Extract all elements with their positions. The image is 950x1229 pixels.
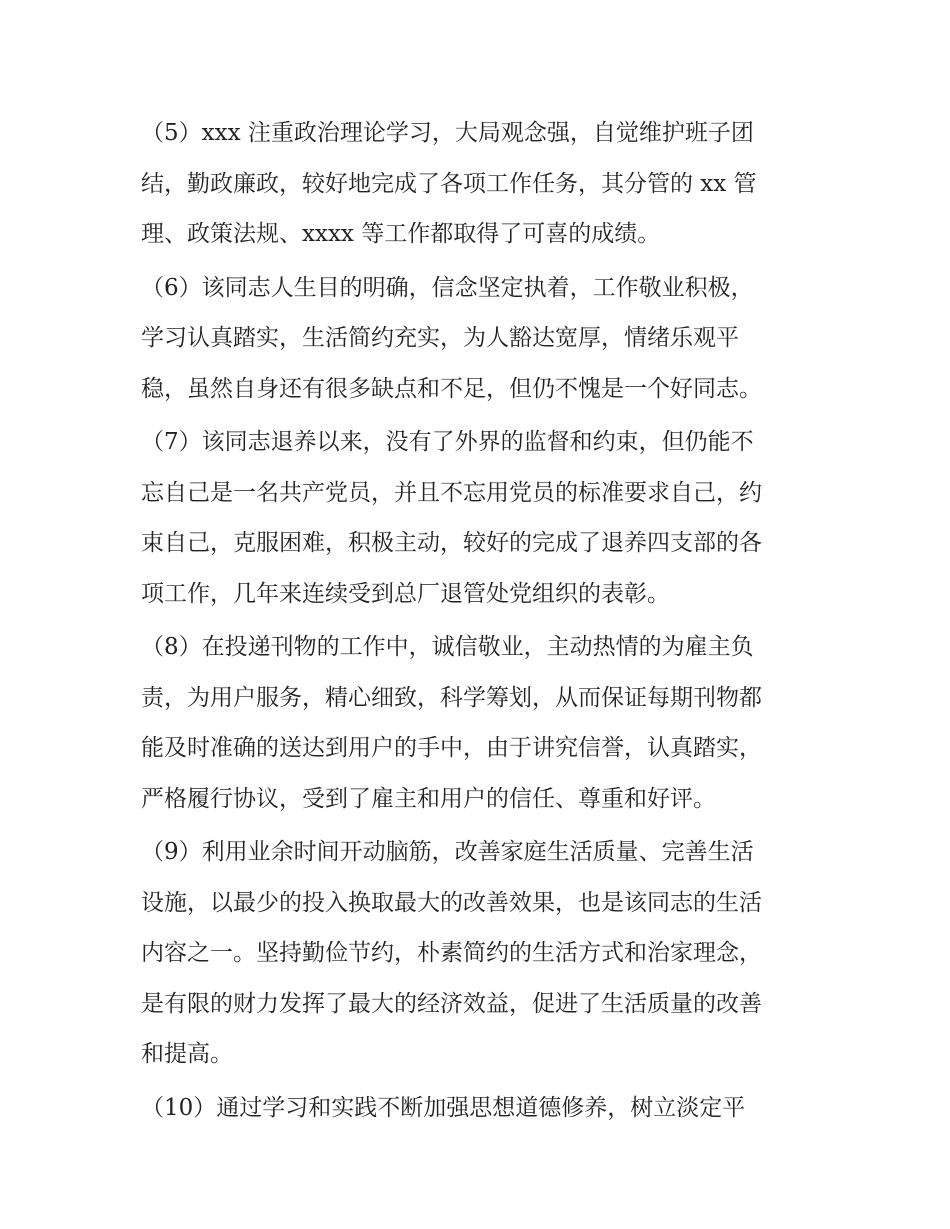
- paragraph-10: [141, 1083, 813, 1134]
- text-line: 严格履行协议，受到了雇主和用户的信任、尊重和好评。: [141, 785, 716, 812]
- text-line: 稳，虽然自身还有很多缺点和不足，但仍不愧是一个好同志。: [141, 375, 762, 402]
- text-line: 项工作，几年来连续受到总厂退管处党组织的表彰。: [141, 580, 670, 607]
- text-line: （8）在投递刊物的工作中，诚信敬业，主动热情的为雇主负: [141, 634, 754, 660]
- text-line: （5）xxx 注重政治理论学习，大局观念强，自觉维护班子团: [141, 120, 754, 146]
- text-line: 是有限的财力发挥了最大的经济效益，促进了生活质量的改善: [141, 990, 762, 1017]
- text-line: 学习认真踏实，生活简约充实，为人豁达宽厚，情绪乐观平: [141, 325, 739, 351]
- text-line: （7）该同志退养以来，没有了外界的监督和约束，但仍能不: [141, 429, 754, 455]
- paragraph-8: [141, 622, 813, 824]
- text-line: 束自己，克服困难，积极主动，较好的完成了退养四支部的各: [141, 530, 762, 556]
- document-body: [141, 108, 813, 1133]
- paragraph-7: [141, 417, 813, 619]
- paragraph-5: [141, 108, 813, 260]
- text-line: （6）该同志人生目的明确，信念坚定执着，工作敬业积极，: [141, 274, 754, 301]
- text-line: 能及时准确的送达到用户的手中，由于讲究信誉，认真踏实，: [141, 735, 762, 761]
- paragraph-9: [141, 827, 813, 1080]
- text-line: （10）通过学习和实践不断加强思想道德修养，树立淡定平: [141, 1094, 746, 1121]
- text-line: 理、政策法规、xxxx 等工作都取得了可喜的成绩。: [141, 221, 661, 247]
- text-line: 结，勤政廉政，较好地完成了各项工作任务，其分管的 xx 管: [141, 170, 757, 197]
- text-line: 责，为用户服务，精心细致，科学筹划，从而保证每期刊物都: [141, 684, 762, 711]
- text-line: 设施，以最少的投入换取最大的改善效果，也是该同志的生活: [141, 889, 762, 916]
- text-line: 和提高。: [141, 1041, 233, 1067]
- text-line: 内容之一。坚持勤俭节约，朴素简约的生活方式和治家理念，: [141, 940, 762, 966]
- text-line: （9）利用业余时间开动脑筋，改善家庭生活质量、完善生活: [141, 839, 754, 865]
- text-line: 忘自己是一名共产党员，并且不忘用党员的标准要求自己，约: [141, 479, 762, 506]
- paragraph-6: [141, 263, 813, 415]
